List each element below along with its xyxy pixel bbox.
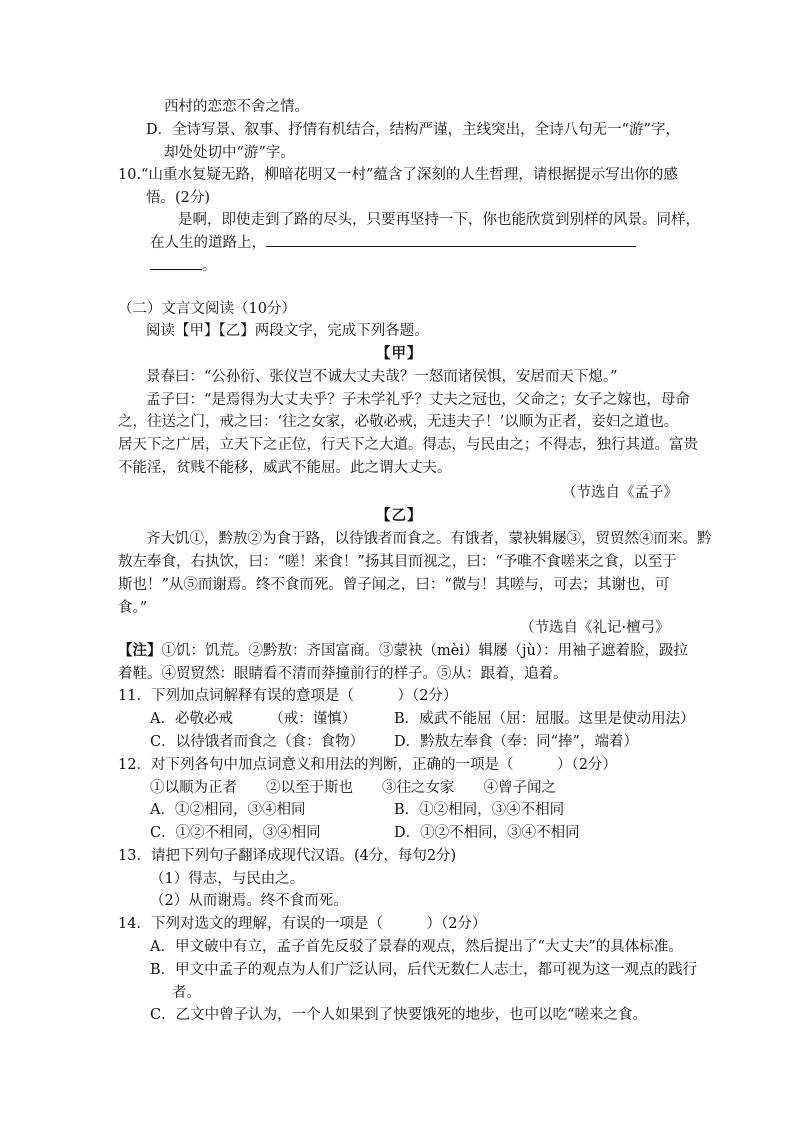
q13-stem: 13．请把下列句子翻译成现代汉语。(4分，每句2分) <box>118 848 457 864</box>
q10-period: 。 <box>202 258 217 274</box>
q13-item-1: （1）得志，与民由之。 <box>150 871 305 887</box>
annotation-text-2: 着鞋。④贸贸然：眼睛看不清而莽撞前行的样子。⑤从：跟着，追着。 <box>118 666 568 682</box>
passage-jia-line-1: 景春曰：“公孙衍、张仪岂不诚大丈夫哉？一怒而诸侯惧，安居而天下熄。” <box>146 369 618 385</box>
passage-jia-line-5: 不能淫，贫贱不能移，威武不能屈。此之谓大丈夫。 <box>118 460 452 476</box>
q14-option-a: A．甲文破中有立，孟子首先反驳了景春的观点，然后提出了“大丈夫”的具体标准。 <box>150 939 683 955</box>
passage-jia-line-2: 孟子曰：“是焉得为大丈夫乎？子未学礼乎？丈夫之冠也，父命之；女子之嫁也，母命 <box>146 392 690 408</box>
passage-yi-title: 【乙】 <box>376 507 423 524</box>
q11-option-a: A．必敬必戒 （戒：谨慎） <box>150 711 357 727</box>
annotation-tag: 【注】 <box>118 642 162 659</box>
q12-option-d: D．①②不相同，③④不相同 <box>394 825 580 841</box>
q14-stem: 14．下列对选文的理解，有误的一项是（ ）（2分） <box>118 916 487 932</box>
q14-option-b-continued: 者。 <box>172 985 201 1001</box>
q9-option-c-continued: 西村的恋恋不舍之情。 <box>164 99 309 115</box>
q9-option-d: D．全诗写景、叙事、抒情有机结合，结构严谨，主线突出，全诗八句无一“游”字， <box>146 122 680 138</box>
q10-stem: 10.“山重水复疑无路，柳暗花明又一村”蕴含了深刻的人生哲理，请根据提示写出你的感 <box>118 167 678 183</box>
annotation-note <box>118 640 688 662</box>
q10-answer-blank-2[interactable] <box>150 255 202 270</box>
passage-jia-line-4: 居天下之广居，立天下之正位，行天下之大道。得志，与民由之；不得志，独行其道。富贵 <box>118 437 698 453</box>
q13-item-2: （2）从而谢焉。终不食而死。 <box>150 893 348 909</box>
q10-prompt-continued <box>150 232 636 254</box>
q12-option-a: A．①②相同，③④相同 <box>150 802 306 818</box>
q9-option-d-continued: 却处处切中“游”字。 <box>164 145 295 161</box>
q11-stem: 11．下列加点词解释有误的意项是（ ）（2分） <box>118 688 458 704</box>
passage-yi-line-1: 齐大饥①，黔敖②为食于路，以待饿者而食之。有饿者，蒙袂辑屦③，贸贸然④而来。黔 <box>146 531 712 547</box>
q10-answer-blank-1[interactable] <box>266 232 636 247</box>
passage-yi-line-3: 斯也！”从⑤而谢焉。终不食而死。曾子闻之，曰：“微与！其嗟与，可去；其谢也，可 <box>118 577 670 593</box>
annotation-text-1: ①饥：饥荒。②黔敖：齐国富商。③蒙袂（mèi）辑屦（jù）：用袖子遮着脸，趿拉 <box>161 643 689 659</box>
passage-jia-line-3: 之，往送之门，戒之曰：‘往之女家，必敬必戒，无违夫子！’以顺为正者，妾妇之道也。 <box>118 414 679 430</box>
q10-prompt: 是啊，即使走到了路的尽头，只要再坚持一下，你也能欣赏到别样的风景。同样， <box>178 212 700 228</box>
q14-option-c: C．乙文中曾子认为，一个人如果到了快要饿死的地步，也可以吃“嗟来之食。 <box>150 1007 648 1023</box>
section-2-heading: （二）文言文阅读（10分） <box>118 301 296 317</box>
q12-stem: 12．对下列各句中加点词意义和用法的判断，正确的一项是（ ）（2分） <box>118 757 617 773</box>
passage-yi-source: （节选自《礼记·檀弓》 <box>520 620 670 636</box>
q10-stem-continued: 悟。(2分) <box>146 190 211 206</box>
q12-items: ①以顺为正者 ②以至于斯也 ③往之女家 ④曾子闻之 <box>150 780 556 796</box>
q11-option-b: B．威武不能屈（屈：屈服。这里是使动用法） <box>394 711 695 727</box>
passage-yi-line-4: 食。” <box>118 600 148 616</box>
passage-yi-line-2: 敖左奉食，右执饮，曰：“嗟！来食！”扬其目而视之，曰：“予唯不食嗟来之食，以至于 <box>118 554 677 570</box>
passage-jia-source: （节选自《孟子》 <box>562 485 678 501</box>
section-2-instruction: 阅读【甲】【乙】两段文字，完成下列各题。 <box>146 323 429 339</box>
q12-option-c: C．①②不相同，③④相同 <box>150 825 321 841</box>
q11-option-d: D．黔敖左奉食（奉：同“捧”，端着） <box>394 734 638 750</box>
q10-prompt-lead: 在人生的道路上， <box>150 235 266 251</box>
passage-jia-title: 【甲】 <box>376 345 423 362</box>
q10-answer-line-2 <box>150 255 217 277</box>
q12-option-b: B．①②相同，③④不相同 <box>394 802 565 818</box>
q11-option-c: C．以待饿者而食之（食：食物） <box>150 734 365 750</box>
q14-option-b: B．甲文中孟子的观点为人们广泛认同，后代无数仁人志士，都可视为这一观点的践行 <box>150 962 698 978</box>
